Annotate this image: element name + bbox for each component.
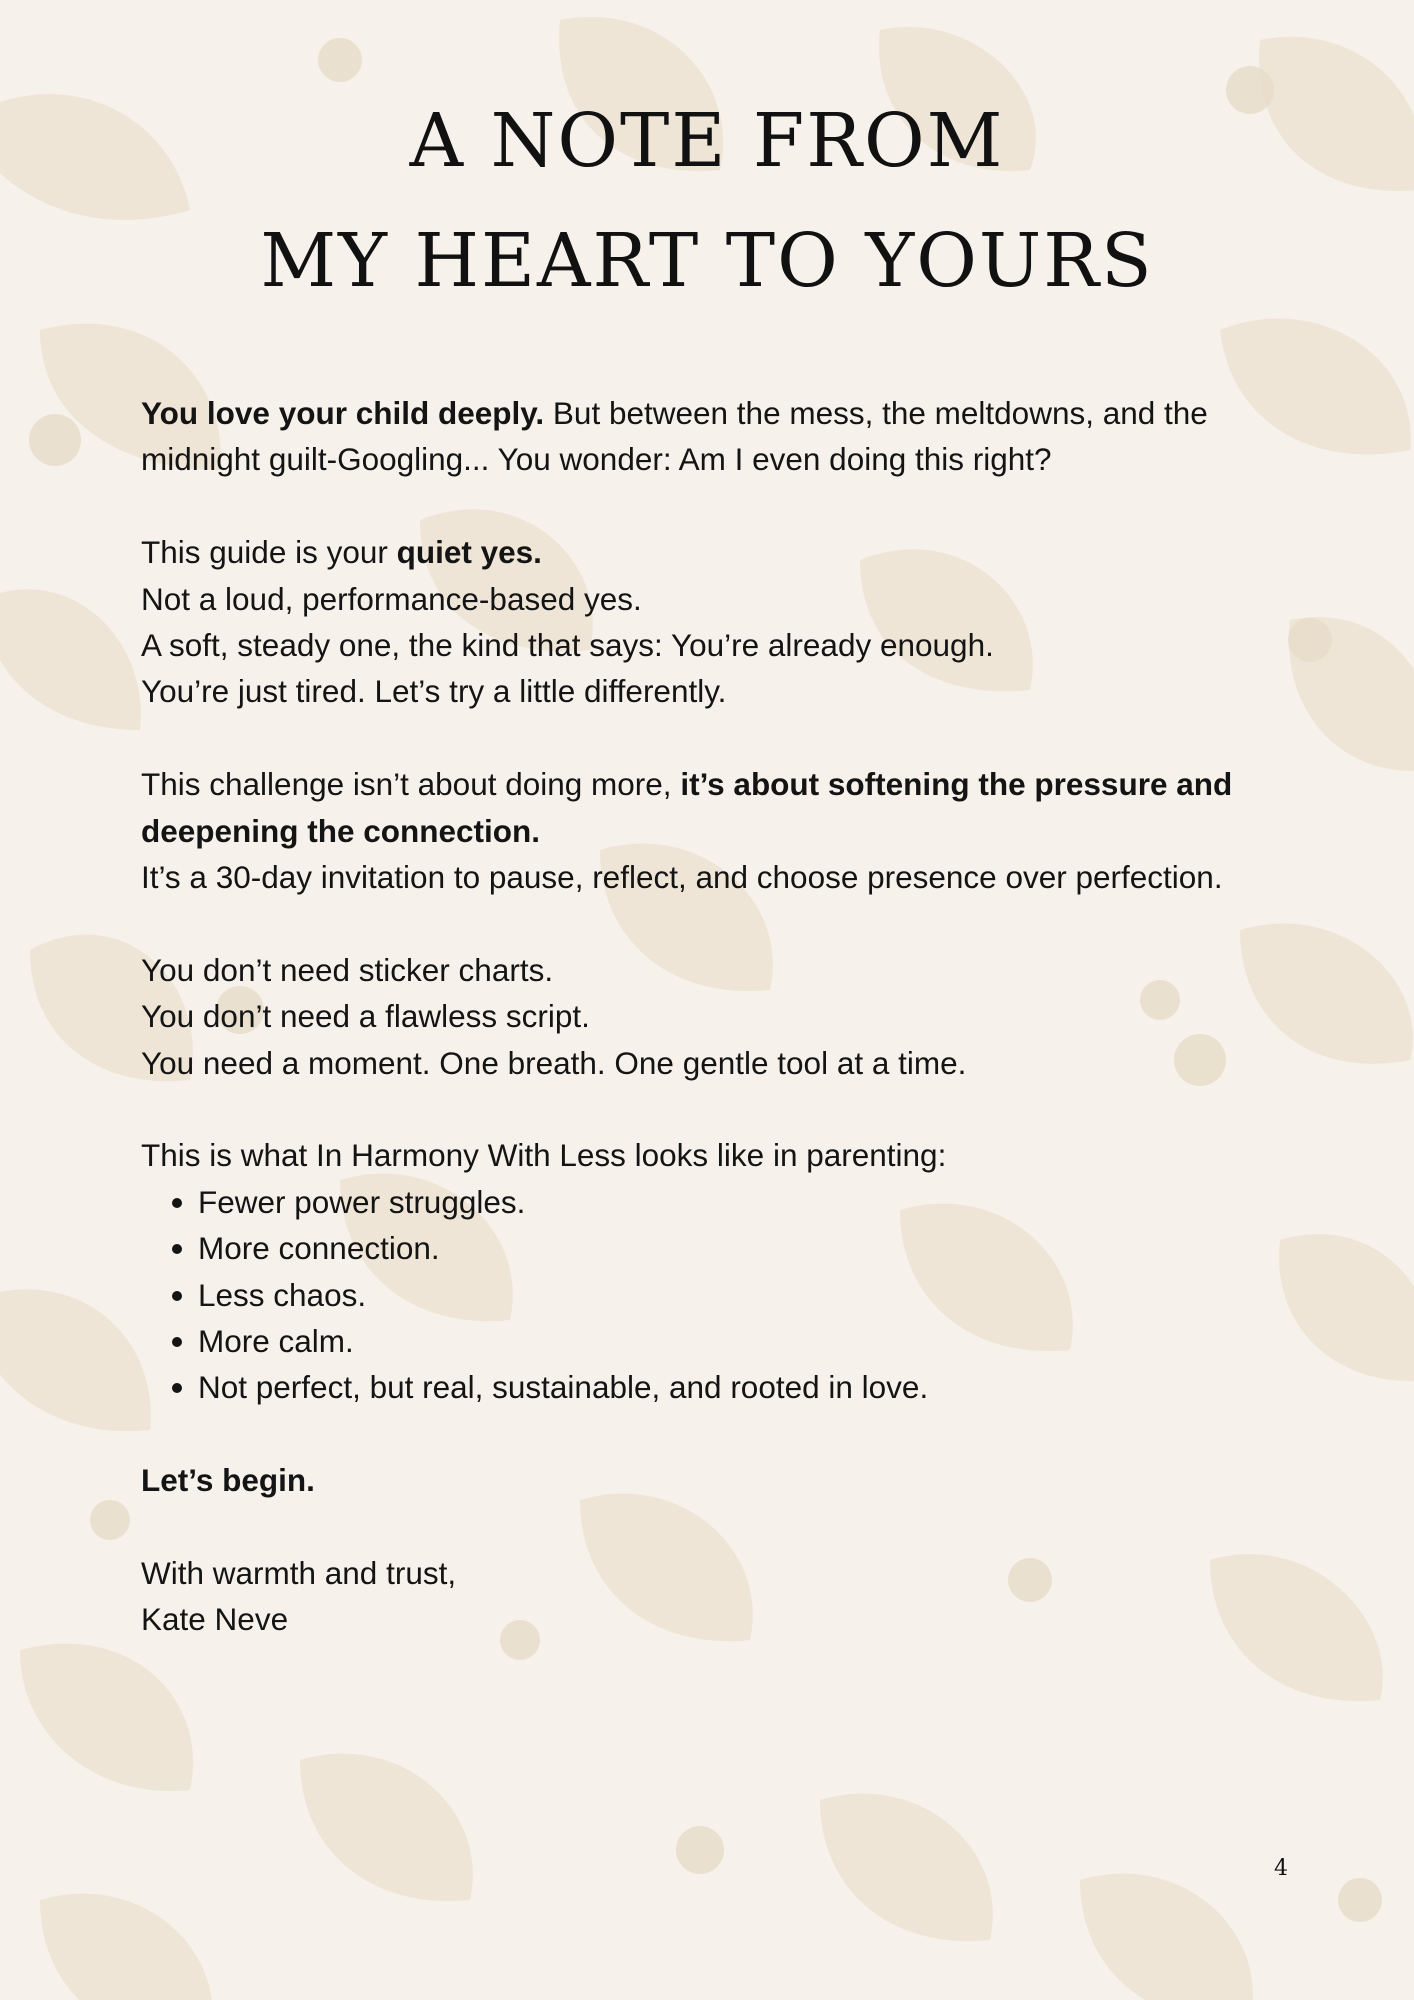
author-name: Kate Neve [141, 1601, 289, 1638]
list-item: Not perfect, but real, sustainable, and rooted in love. [198, 1364, 1291, 1410]
begin-line: Let’s begin. [141, 1462, 315, 1499]
list-item: More calm. [198, 1318, 1291, 1364]
intro-text: But between the mess, the meltdowns, and the midnight guilt-Googling... You wonder: Am I even doing this right? [141, 395, 1208, 478]
guide-line-4: You’re just tired. Let’s try a little differently. [141, 673, 727, 710]
guide-line-3: A soft, steady one, the kind that says: You’re already enough. [141, 627, 994, 664]
page-number: 4 [1274, 1856, 1288, 1881]
challenge-line-1 [141, 761, 1291, 854]
harmony-list [141, 1179, 1291, 1411]
guide-line-2: Not a loud, performance-based yes. [141, 580, 642, 617]
guide-prefix: This guide is your [141, 534, 397, 571]
challenge-bold: it’s about softening the pressure and deepening the connection. [141, 766, 1233, 849]
bullet-icon [172, 1291, 182, 1301]
challenge-prefix: This challenge isn’t about doing more, [141, 766, 681, 803]
signoff-line: With warmth and trust, [141, 1555, 457, 1592]
list-item: More connection. [198, 1225, 1291, 1271]
bullet-icon [172, 1244, 182, 1254]
guide-bold: quiet yes. [396, 534, 542, 571]
bullet-icon [172, 1198, 182, 1208]
needs-line-3: You need a moment. One breath. One gentle tool at a time. [141, 1044, 967, 1081]
list-item: Less chaos. [198, 1272, 1291, 1318]
letter-body [141, 390, 1291, 1643]
intro-paragraph [141, 390, 1291, 483]
needs-line-2: You don’t need a flawless script. [141, 998, 590, 1035]
bullet-icon [172, 1383, 182, 1393]
challenge-line-2: It’s a 30-day invitation to pause, reflect, and choose presence over perfection. [141, 859, 1223, 896]
page-title-line-2: MY HEART TO YOURS [260, 218, 1154, 304]
needs-line-1: You don’t need sticker charts. [141, 951, 554, 988]
guide-line-1 [141, 529, 1291, 575]
intro-bold: You love your child deeply. [141, 395, 545, 431]
harmony-intro: This is what In Harmony With Less looks like in parenting: [141, 1137, 947, 1174]
page-title-line-1: A NOTE FROM [409, 98, 1005, 184]
bullet-icon [172, 1337, 182, 1347]
list-item: Fewer power struggles. [198, 1179, 1291, 1225]
